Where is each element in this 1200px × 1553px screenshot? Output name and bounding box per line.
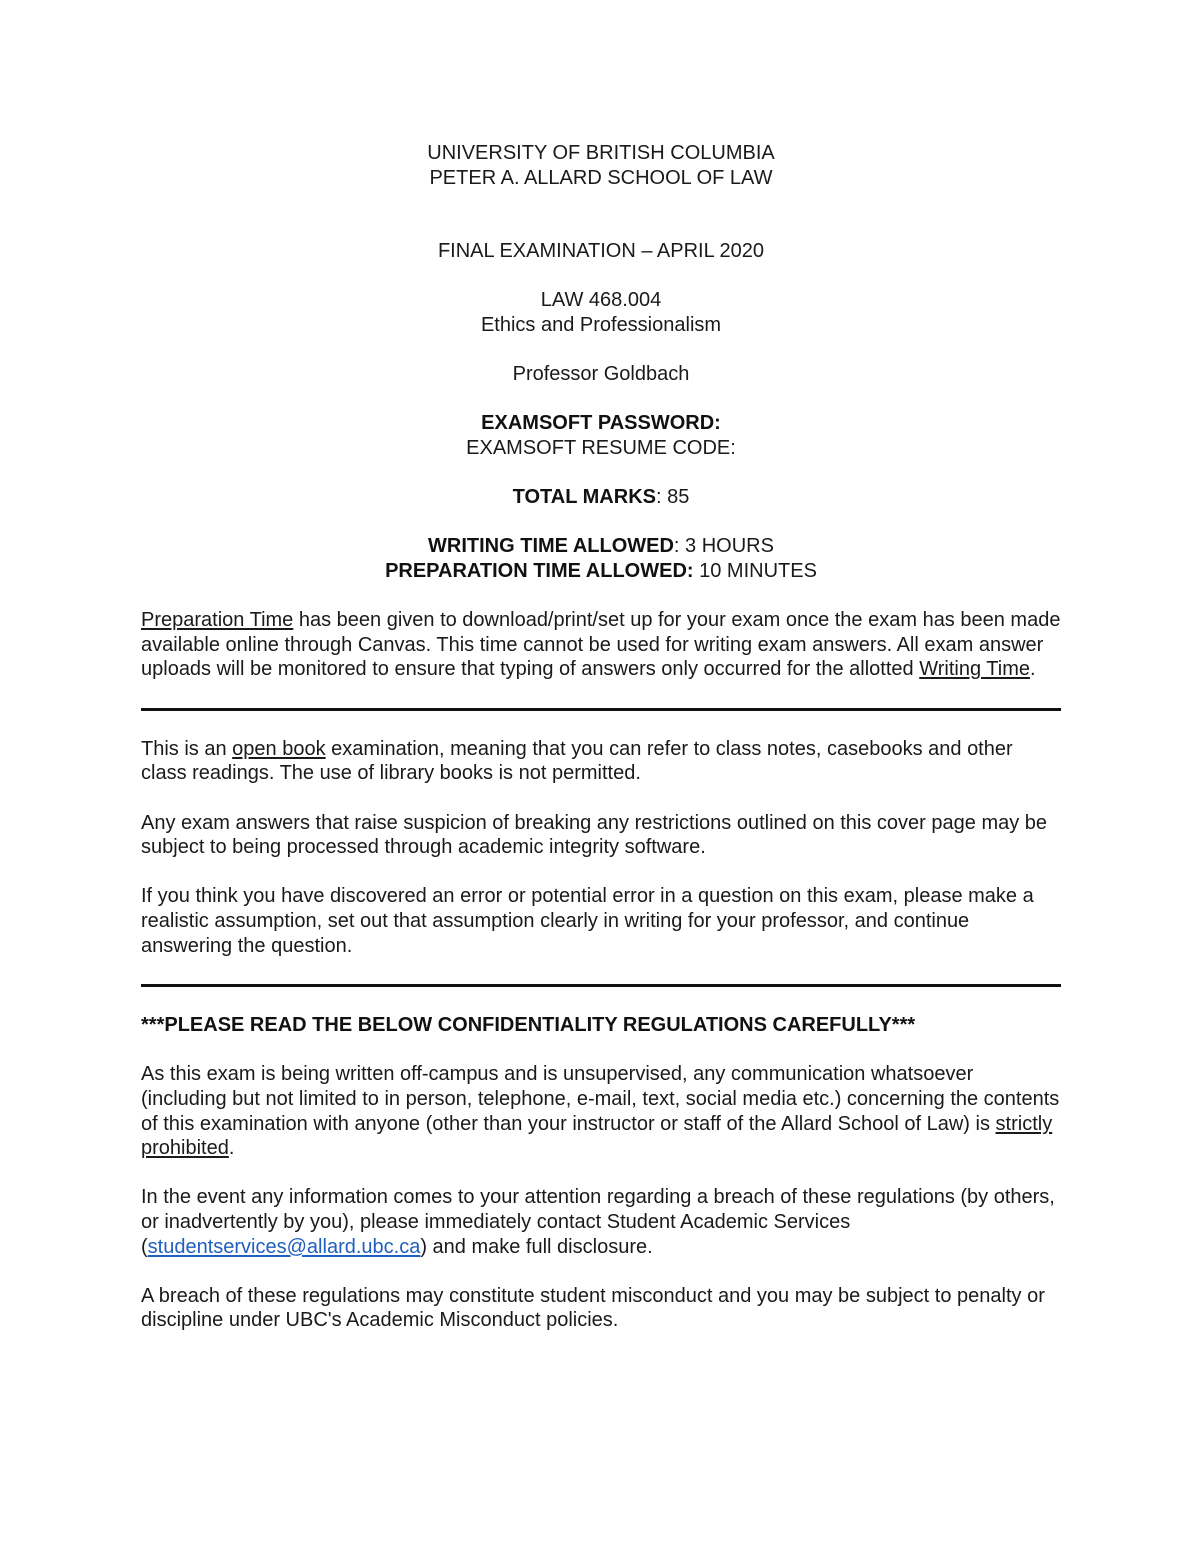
student-services-email-link[interactable]: studentservices@allard.ubc.ca [147,1235,421,1258]
integrity-software-paragraph: Any exam answers that raise suspicion of breaking any restrictions outlined on this cover page may be subject to being processed through academic integrity software. [141,811,1048,859]
writing-time-label: WRITING TIME ALLOWED [428,535,674,558]
writing-time-value: : 3 HOURS [673,535,774,558]
exam-cover-page [141,141,1061,1333]
header-block [141,141,1061,584]
total-marks-label: TOTAL MARKS [512,486,656,509]
confidentiality-paragraph-1: As this exam is being written off-campus and is unsupervised, any communication whatsoever (including but not limited to in person, telephone, e-mail, text, social media etc.) concerning the contents of this examination with anyone (other than your instructor or staff of the Allard School of Law) is strictly prohibited. [141,1063,1060,1160]
confidentiality-heading: ***PLEASE READ THE BELOW CONFIDENTIALITY REGULATIONS CAREFULLY*** [141,1014,916,1037]
error-assumption-paragraph: If you think you have discovered an error or potential error in a question on this exam, please make a realistic assumption, set out that assumption clearly in writing for your professor, and continue answering the question. [141,885,1034,957]
school-name: PETER A. ALLARD SCHOOL OF LAW [429,166,773,189]
examsoft-resume-code-label: EXAMSOFT RESUME CODE: [466,436,736,459]
examsoft-password-label: EXAMSOFT PASSWORD: [481,412,721,435]
exam-title: FINAL EXAMINATION – APRIL 2020 [437,240,765,263]
professor-name: Professor Goldbach [512,363,690,386]
course-name: Ethics and Professionalism [480,313,722,336]
preparation-time-paragraph: Preparation Time has been given to download/print/set up for your exam once the exam has been made available online through Canvas. This time cannot be used for writing exam answers. All exam answer uploads will be monitored to ensure that typing of answers only occurred for the allotted Writing Time. [141,609,1061,681]
confidentiality-paragraph-3: A breach of these regulations may constitute student misconduct and you may be subject to penalty or discipline under UBC's Academic Misconduct policies. [141,1284,1045,1332]
university-name: UNIVERSITY OF BRITISH COLUMBIA [427,142,775,164]
total-marks [141,485,1061,510]
preparation-time [141,559,1061,584]
course-code: LAW 468.004 [540,289,662,312]
open-book-paragraph: This is an open book examination, meaning that you can refer to class notes, casebooks and other class readings. The use of library books is not permitted. [141,737,1013,785]
writing-time [141,534,1061,559]
preparation-time-label: PREPARATION TIME ALLOWED: [385,559,694,582]
total-marks-value: : 85 [655,486,690,509]
confidentiality-paragraph-2: In the event any information comes to your attention regarding a breach of these regulations (by others, or inadvertently by you), please immediately contact Student Academic Services (studentservices@allard.ubc.ca) and make full disclosure. [141,1186,1055,1258]
preparation-time-value: 10 MINUTES [693,559,817,582]
